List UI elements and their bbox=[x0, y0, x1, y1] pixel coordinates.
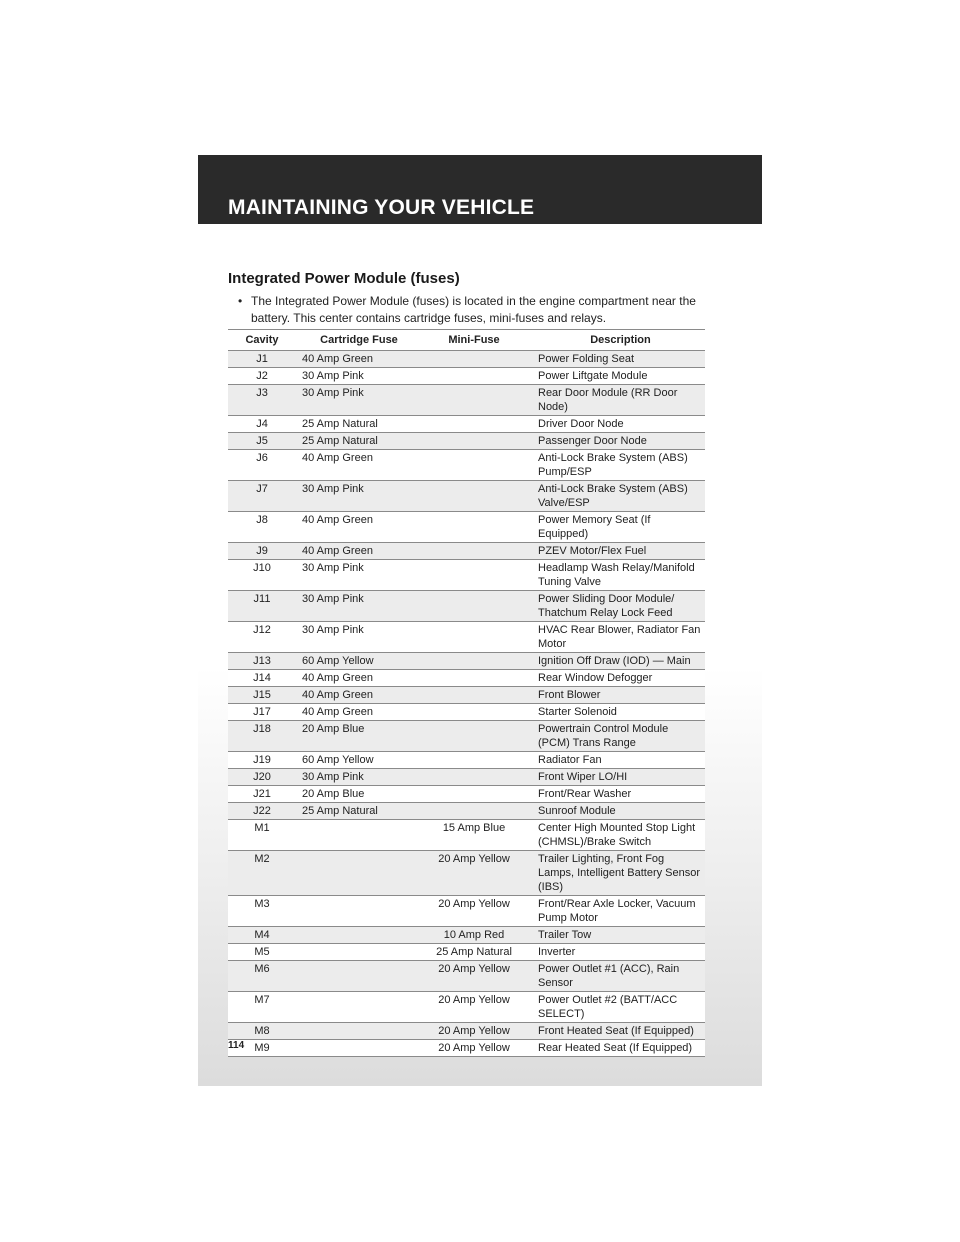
cell-cartridge-fuse: 60 Amp Yellow bbox=[296, 752, 418, 769]
cell-cartridge-fuse bbox=[296, 992, 418, 1023]
cell-cartridge-fuse: 30 Amp Pink bbox=[296, 622, 418, 653]
cell-mini-fuse bbox=[418, 450, 530, 481]
bullet-dot-icon: • bbox=[238, 294, 243, 308]
cell-cartridge-fuse: 40 Amp Green bbox=[296, 543, 418, 560]
cell-cartridge-fuse bbox=[296, 1040, 418, 1057]
table-row bbox=[228, 512, 705, 543]
cell-description: Power Outlet #1 (ACC), Rain Sensor bbox=[530, 961, 705, 992]
cell-description: Front/Rear Axle Locker, Vacuum Pump Motor bbox=[530, 896, 705, 927]
cell-cavity: J6 bbox=[228, 450, 296, 481]
cell-cavity: M3 bbox=[228, 896, 296, 927]
cell-mini-fuse bbox=[418, 481, 530, 512]
table-row bbox=[228, 670, 705, 687]
header-cartridge-fuse: Cartridge Fuse bbox=[296, 330, 418, 351]
cell-cartridge-fuse bbox=[296, 927, 418, 944]
cell-description: Trailer Tow bbox=[530, 927, 705, 944]
cell-cartridge-fuse: 20 Amp Blue bbox=[296, 721, 418, 752]
cell-description: Center High Mounted Stop Light (CHMSL)/Brake Switch bbox=[530, 820, 705, 851]
cell-mini-fuse bbox=[418, 769, 530, 786]
cell-mini-fuse: 20 Amp Yellow bbox=[418, 896, 530, 927]
header-banner bbox=[198, 155, 762, 224]
table-row bbox=[228, 416, 705, 433]
cell-cavity: J12 bbox=[228, 622, 296, 653]
cell-cavity: J8 bbox=[228, 512, 296, 543]
table-row bbox=[228, 1023, 705, 1040]
cell-cavity: J1 bbox=[228, 351, 296, 368]
cell-cartridge-fuse: 20 Amp Blue bbox=[296, 786, 418, 803]
table-row bbox=[228, 385, 705, 416]
cell-mini-fuse bbox=[418, 351, 530, 368]
cell-cartridge-fuse: 40 Amp Green bbox=[296, 512, 418, 543]
cell-cartridge-fuse bbox=[296, 820, 418, 851]
cell-mini-fuse bbox=[418, 622, 530, 653]
cell-mini-fuse bbox=[418, 752, 530, 769]
table-row bbox=[228, 752, 705, 769]
bullet-text: The Integrated Power Module (fuses) is located in the engine compartment near the battery. This center contains cartridge fuses, mini-fuses and relays. bbox=[251, 294, 696, 325]
table-row bbox=[228, 927, 705, 944]
cell-mini-fuse bbox=[418, 721, 530, 752]
chapter-title: MAINTAINING YOUR VEHICLE bbox=[228, 196, 535, 219]
cell-cavity: J9 bbox=[228, 543, 296, 560]
cell-description: Power Outlet #2 (BATT/ACC SELECT) bbox=[530, 992, 705, 1023]
cell-description: HVAC Rear Blower, Radiator Fan Motor bbox=[530, 622, 705, 653]
cell-cavity: M7 bbox=[228, 992, 296, 1023]
bullet-note bbox=[238, 293, 738, 327]
cell-description: Passenger Door Node bbox=[530, 433, 705, 450]
cell-cavity: J18 bbox=[228, 721, 296, 752]
cell-cavity: J14 bbox=[228, 670, 296, 687]
section-title: Integrated Power Module (fuses) bbox=[228, 270, 460, 287]
cell-mini-fuse bbox=[418, 591, 530, 622]
cell-cavity: J5 bbox=[228, 433, 296, 450]
cell-cavity: J2 bbox=[228, 368, 296, 385]
cell-cartridge-fuse: 30 Amp Pink bbox=[296, 368, 418, 385]
cell-cavity: M4 bbox=[228, 927, 296, 944]
table-row bbox=[228, 591, 705, 622]
cell-mini-fuse: 20 Amp Yellow bbox=[418, 992, 530, 1023]
table-row bbox=[228, 433, 705, 450]
table-row bbox=[228, 687, 705, 704]
cell-description: Rear Window Defogger bbox=[530, 670, 705, 687]
cell-cavity: J20 bbox=[228, 769, 296, 786]
table-row bbox=[228, 450, 705, 481]
cell-cartridge-fuse: 40 Amp Green bbox=[296, 704, 418, 721]
cell-description: Rear Heated Seat (If Equipped) bbox=[530, 1040, 705, 1057]
cell-cartridge-fuse: 60 Amp Yellow bbox=[296, 653, 418, 670]
cell-cavity: J13 bbox=[228, 653, 296, 670]
cell-description: Inverter bbox=[530, 944, 705, 961]
cell-mini-fuse bbox=[418, 653, 530, 670]
table-row bbox=[228, 896, 705, 927]
cell-description: Power Sliding Door Module/ Thatchum Relay Lock Feed bbox=[530, 591, 705, 622]
cell-cavity: J17 bbox=[228, 704, 296, 721]
cell-description: Trailer Lighting, Front Fog Lamps, Intelligent Battery Sensor (IBS) bbox=[530, 851, 705, 896]
cell-description: Anti-Lock Brake System (ABS) Pump/ESP bbox=[530, 450, 705, 481]
cell-description: Sunroof Module bbox=[530, 803, 705, 820]
table-row bbox=[228, 543, 705, 560]
cell-cartridge-fuse: 40 Amp Green bbox=[296, 687, 418, 704]
cell-cartridge-fuse bbox=[296, 851, 418, 896]
table-row bbox=[228, 961, 705, 992]
cell-cartridge-fuse: 25 Amp Natural bbox=[296, 416, 418, 433]
cell-mini-fuse bbox=[418, 416, 530, 433]
table-header-row bbox=[228, 330, 705, 351]
cell-cartridge-fuse: 30 Amp Pink bbox=[296, 591, 418, 622]
cell-cartridge-fuse bbox=[296, 944, 418, 961]
cell-cartridge-fuse bbox=[296, 896, 418, 927]
cell-mini-fuse bbox=[418, 786, 530, 803]
cell-cavity: J3 bbox=[228, 385, 296, 416]
cell-mini-fuse: 15 Amp Blue bbox=[418, 820, 530, 851]
cell-description: Ignition Off Draw (IOD) — Main bbox=[530, 653, 705, 670]
cell-mini-fuse bbox=[418, 560, 530, 591]
cell-cavity: M2 bbox=[228, 851, 296, 896]
table-body bbox=[228, 351, 705, 1057]
table-row bbox=[228, 769, 705, 786]
cell-mini-fuse bbox=[418, 687, 530, 704]
page-number: 114 bbox=[228, 1040, 245, 1051]
table-row bbox=[228, 560, 705, 591]
table-row bbox=[228, 653, 705, 670]
cell-mini-fuse: 20 Amp Yellow bbox=[418, 961, 530, 992]
cell-cavity: J10 bbox=[228, 560, 296, 591]
table-row bbox=[228, 1040, 705, 1057]
cell-description: Front/Rear Washer bbox=[530, 786, 705, 803]
table-row bbox=[228, 622, 705, 653]
cell-mini-fuse bbox=[418, 512, 530, 543]
cell-cavity: J7 bbox=[228, 481, 296, 512]
cell-cavity: J21 bbox=[228, 786, 296, 803]
cell-description: Anti-Lock Brake System (ABS) Valve/ESP bbox=[530, 481, 705, 512]
cell-mini-fuse bbox=[418, 433, 530, 450]
header-mini-fuse: Mini-Fuse bbox=[418, 330, 530, 351]
cell-description: Front Heated Seat (If Equipped) bbox=[530, 1023, 705, 1040]
cell-cavity: M1 bbox=[228, 820, 296, 851]
cell-cartridge-fuse: 40 Amp Green bbox=[296, 670, 418, 687]
cell-description: Powertrain Control Module (PCM) Trans Range bbox=[530, 721, 705, 752]
cell-cartridge-fuse bbox=[296, 1023, 418, 1040]
cell-cartridge-fuse: 25 Amp Natural bbox=[296, 803, 418, 820]
cell-cartridge-fuse bbox=[296, 961, 418, 992]
cell-description: Rear Door Module (RR Door Node) bbox=[530, 385, 705, 416]
table-row bbox=[228, 721, 705, 752]
cell-cartridge-fuse: 25 Amp Natural bbox=[296, 433, 418, 450]
cell-mini-fuse bbox=[418, 704, 530, 721]
cell-mini-fuse: 25 Amp Natural bbox=[418, 944, 530, 961]
cell-mini-fuse bbox=[418, 368, 530, 385]
cell-description: PZEV Motor/Flex Fuel bbox=[530, 543, 705, 560]
cell-cavity: J22 bbox=[228, 803, 296, 820]
cell-cavity: J19 bbox=[228, 752, 296, 769]
cell-description: Starter Solenoid bbox=[530, 704, 705, 721]
cell-cartridge-fuse: 40 Amp Green bbox=[296, 351, 418, 368]
cell-cavity: M5 bbox=[228, 944, 296, 961]
cell-mini-fuse: 20 Amp Yellow bbox=[418, 1040, 530, 1057]
cell-mini-fuse bbox=[418, 670, 530, 687]
table-row bbox=[228, 704, 705, 721]
table-row bbox=[228, 803, 705, 820]
cell-cavity: M8 bbox=[228, 1023, 296, 1040]
manual-page bbox=[198, 155, 762, 1086]
cell-cartridge-fuse: 30 Amp Pink bbox=[296, 385, 418, 416]
cell-cavity: M9 bbox=[228, 1040, 296, 1057]
table-row bbox=[228, 944, 705, 961]
cell-description: Power Memory Seat (If Equipped) bbox=[530, 512, 705, 543]
table-row bbox=[228, 851, 705, 896]
table-row bbox=[228, 368, 705, 385]
cell-cartridge-fuse: 30 Amp Pink bbox=[296, 769, 418, 786]
table-row bbox=[228, 351, 705, 368]
cell-description: Front Wiper LO/HI bbox=[530, 769, 705, 786]
cell-cartridge-fuse: 30 Amp Pink bbox=[296, 560, 418, 591]
cell-description: Headlamp Wash Relay/Manifold Tuning Valve bbox=[530, 560, 705, 591]
cell-cartridge-fuse: 40 Amp Green bbox=[296, 450, 418, 481]
table-row bbox=[228, 820, 705, 851]
cell-description: Power Liftgate Module bbox=[530, 368, 705, 385]
cell-cavity: J15 bbox=[228, 687, 296, 704]
cell-mini-fuse: 20 Amp Yellow bbox=[418, 1023, 530, 1040]
cell-mini-fuse: 20 Amp Yellow bbox=[418, 851, 530, 896]
header-description: Description bbox=[530, 330, 705, 351]
table-row bbox=[228, 786, 705, 803]
cell-description: Front Blower bbox=[530, 687, 705, 704]
cell-description: Radiator Fan bbox=[530, 752, 705, 769]
cell-cavity: M6 bbox=[228, 961, 296, 992]
cell-description: Power Folding Seat bbox=[530, 351, 705, 368]
cell-mini-fuse bbox=[418, 803, 530, 820]
table-row bbox=[228, 992, 705, 1023]
cell-cavity: J11 bbox=[228, 591, 296, 622]
header-cavity: Cavity bbox=[228, 330, 296, 351]
cell-cavity: J4 bbox=[228, 416, 296, 433]
cell-cartridge-fuse: 30 Amp Pink bbox=[296, 481, 418, 512]
table-row bbox=[228, 481, 705, 512]
cell-mini-fuse bbox=[418, 543, 530, 560]
cell-mini-fuse: 10 Amp Red bbox=[418, 927, 530, 944]
cell-mini-fuse bbox=[418, 385, 530, 416]
fuse-table bbox=[228, 329, 705, 1057]
cell-description: Driver Door Node bbox=[530, 416, 705, 433]
